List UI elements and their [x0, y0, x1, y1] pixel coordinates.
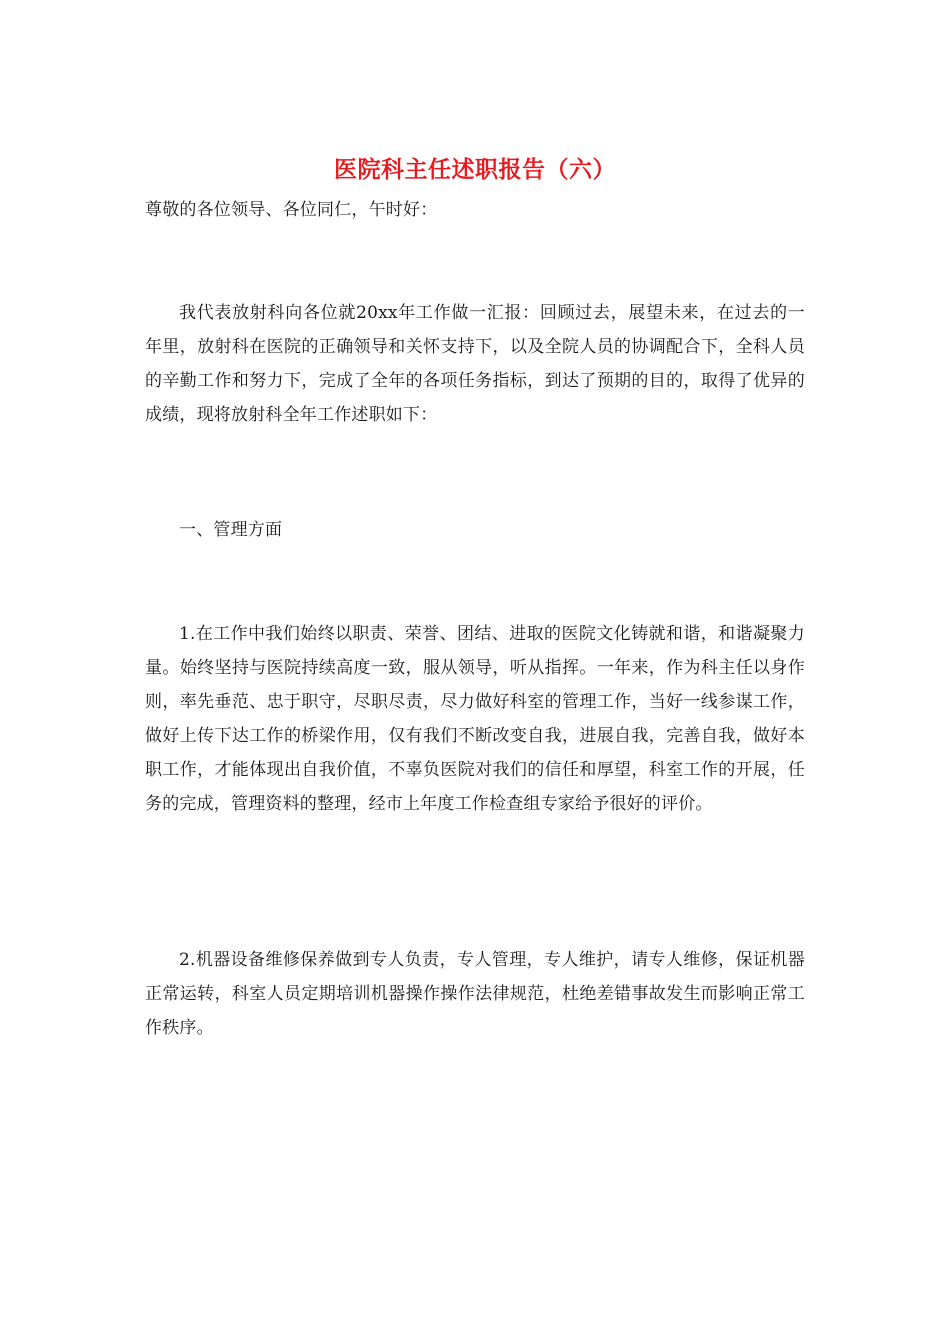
list-item-1: 1.在工作中我们始终以职责、荣誉、团结、进取的医院文化铸就和谐，和谐凝聚力量。始终坚持与医院持续高度一致，服从领导，听从指挥。一年来，作为科主任以身作则，率先垂范、忠于职守，尽职尽责，尽力做好科室的管理工作，当好一线参谋工作，做好上传下达工作的桥梁作用，仅有我们不断改变自我，进展自我，完善自我，做好本职工作，才能体现出自我价值，不辜负医院对我们的信任和厚望，科室工作的开展，任务的完成，管理资料的整理，经市上年度工作检查组专家给予很好的评价。: [145, 624, 805, 814]
section-heading: 一、管理方面: [179, 520, 283, 540]
document-title: 医院科主任述职报告（六）: [334, 156, 616, 183]
list-item-2: 2.机器设备维修保养做到专人负责，专人管理，专人维护，请专人维修，保证机器正常运转，科室人员定期培训机器操作操作法律规范，杜绝差错事故发生而影响正常工作秩序。: [145, 950, 805, 1038]
intro-paragraph: 我代表放射科向各位就20xx年工作做一汇报：回顾过去，展望未来，在过去的一年里，放射科在医院的正确领导和关怀支持下，以及全院人员的协调配合下，全科人员的辛勤工作和努力下，完成了全年的各项任务指标，到达了预期的目的，取得了优异的成绩，现将放射科全年工作述职如下：: [145, 303, 805, 425]
salutation: 尊敬的各位领导、各位同仁，午时好：: [145, 200, 438, 220]
